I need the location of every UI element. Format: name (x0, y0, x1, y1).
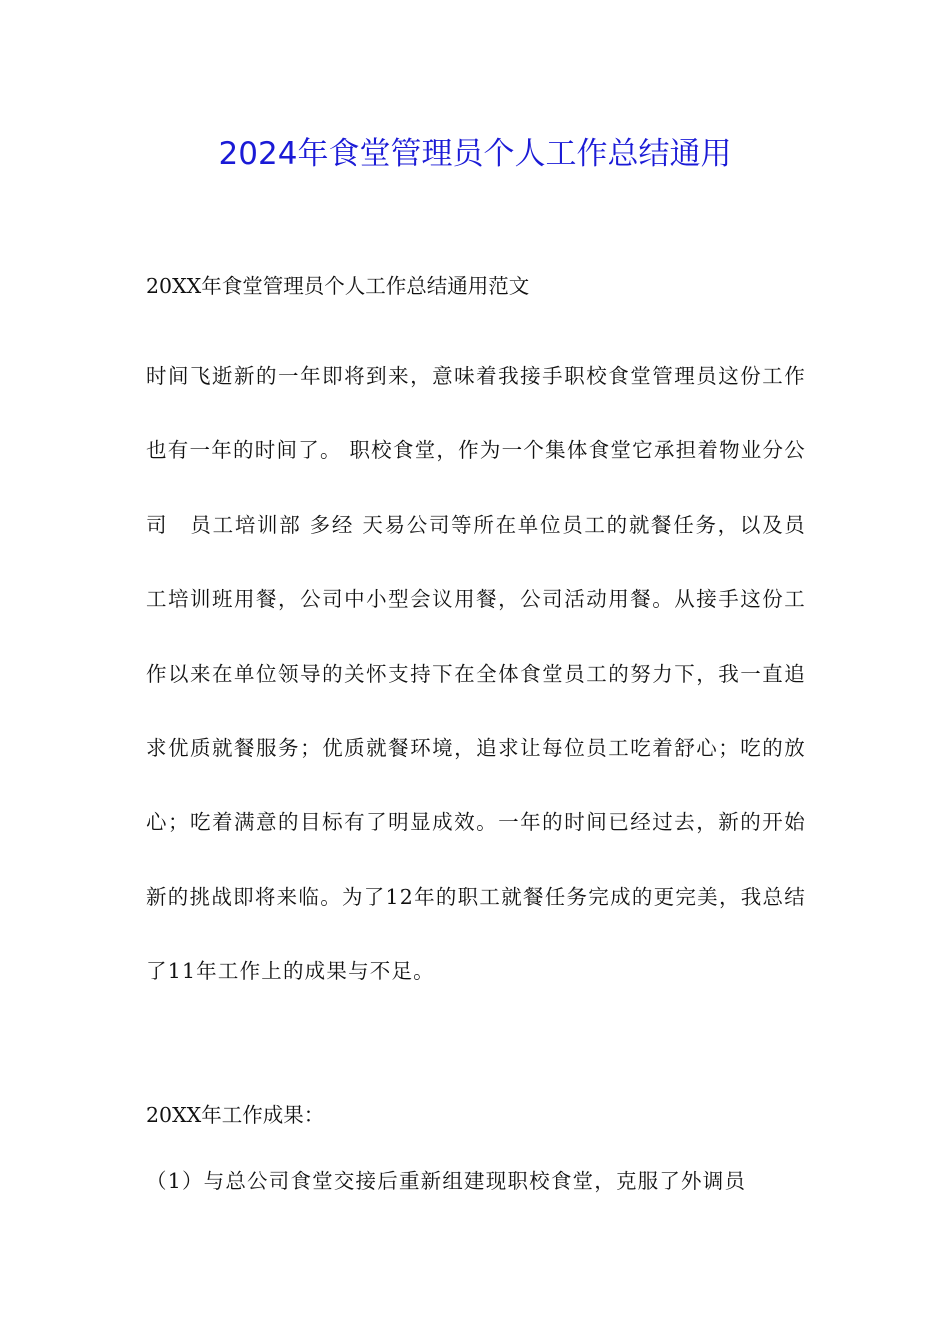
list-item: （1）与总公司食堂交接后重新组建现职校食堂，克服了外调员 (146, 1169, 747, 1193)
document-subtitle: 20XX年食堂管理员个人工作总结通用范文 (146, 274, 530, 298)
document-title: 2024年食堂管理员个人工作总结通用 (218, 136, 732, 172)
section-heading: 20XX年工作成果： (146, 1103, 325, 1127)
intro-paragraph: 时间飞逝新的一年即将到来，意味着我接手职校食堂管理员这份工作也有一年的时间了。 职校食堂，作为一个集体食堂它承担着物业分公司 员工培训部 多经 天易公司等所在单位员工的就餐任务，以及员工培训班用餐，公司中小型会议用餐，公司活动用餐。从接手这份工作以来在单位领导的关怀支持下在全体食堂员工的努力下，我一直追求优质就餐服务；优质就餐环境，追求让每位员工吃着舒心；吃的放心；吃着满意的目标有了明显成效。一年的时间已经过去，新的开始新的挑战即将来临。为了12年的职工就餐任务完成的更完美，我总结了11年工作上的成果与不足。 (146, 364, 806, 984)
